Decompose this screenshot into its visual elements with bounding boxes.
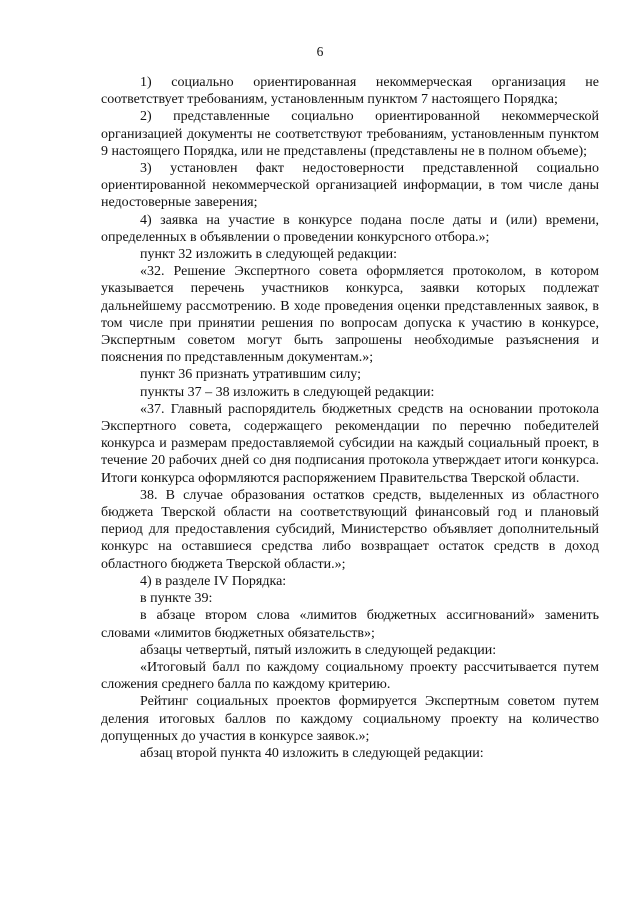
paragraph: «Итоговый балл по каждому социальному проекту рассчитывается путем сложения среднего балла по каждому критерию. — [101, 659, 599, 693]
paragraph: Рейтинг социальных проектов формируется Экспертным советом путем деления итоговых баллов по каждому социальному проекту на количество допущенных до участия в конкурсе заявок.»; — [101, 694, 599, 744]
paragraph: 2) представленные социально ориентированной некоммерческой организацией документы не соответствуют требованиям, установленным пунктом 9 настоящего Порядка, или не представлены (представлены не в полном объеме); — [101, 109, 599, 159]
paragraph: «37. Главный распорядитель бюджетных средств на основании протокола Экспертного совета, содержащего рекомендации по перечню победителей конкурса и размерам предоставляемой субсидии на каждый социальный проект, в течение 20 рабочих дней со дня подписания протокола утверждает итоги конкурса. Итоги конкурса оформляются распоряжением Правительства Тверской области. — [101, 401, 599, 486]
paragraph: в абзаце втором слова «лимитов бюджетных ассигнований» заменить словами «лимитов бюджетных обязательств»; — [101, 608, 599, 641]
paragraph: в пункте 39: — [140, 591, 213, 607]
paragraph: пункты 37 – 38 изложить в следующей редакции: — [140, 384, 435, 400]
paragraph: абзацы четвертый, пятый изложить в следующей редакции: — [140, 642, 497, 658]
paragraph: «32. Решение Экспертного совета оформляется протоколом, в котором указывается перечень участников конкурса, заявки которых подлежат дальнейшему рассмотрению. В ходе проведения оценки представленных заявок, в том числе при принятии решения по вопросам допуска к участию в конкурсе, Экспертным советом могут быть запрошены необходимые разъяснения и пояснения по представленным документам.»; — [101, 264, 599, 366]
paragraph: 38. В случае образования остатков средств, выделенных из областного бюджета Тверской области на соответствующий финансовый год и плановый период для предоставления субсидий, Министерство объявляет дополнительный конкурс на оставшиеся средства либо возвращает остаток средств в доход областного бюджета Тверской области.»; — [101, 487, 599, 572]
paragraph: 3) установлен факт недостоверности представленной социально ориентированной некоммерческой организацией информации, в том числе даны недостоверные заверения; — [101, 161, 599, 211]
paragraph: абзац второй пункта 40 изложить в следующей редакции: — [140, 745, 484, 761]
document-body — [101, 74, 599, 762]
paragraph: 4) в разделе IV Порядка: — [140, 573, 287, 589]
paragraph: 1) социально ориентированная некоммерческая организация не соответствует требованиям, установленным пунктом 7 настоящего Порядка; — [101, 75, 599, 108]
paragraph: пункт 32 изложить в следующей редакции: — [140, 247, 397, 263]
paragraph: пункт 36 признать утратившим силу; — [140, 367, 361, 383]
paragraph: 4) заявка на участие в конкурсе подана после даты и (или) времени, определенных в объявлении о проведении конкурсного отбора.»; — [101, 212, 599, 245]
page-number: 6 — [316, 44, 324, 59]
